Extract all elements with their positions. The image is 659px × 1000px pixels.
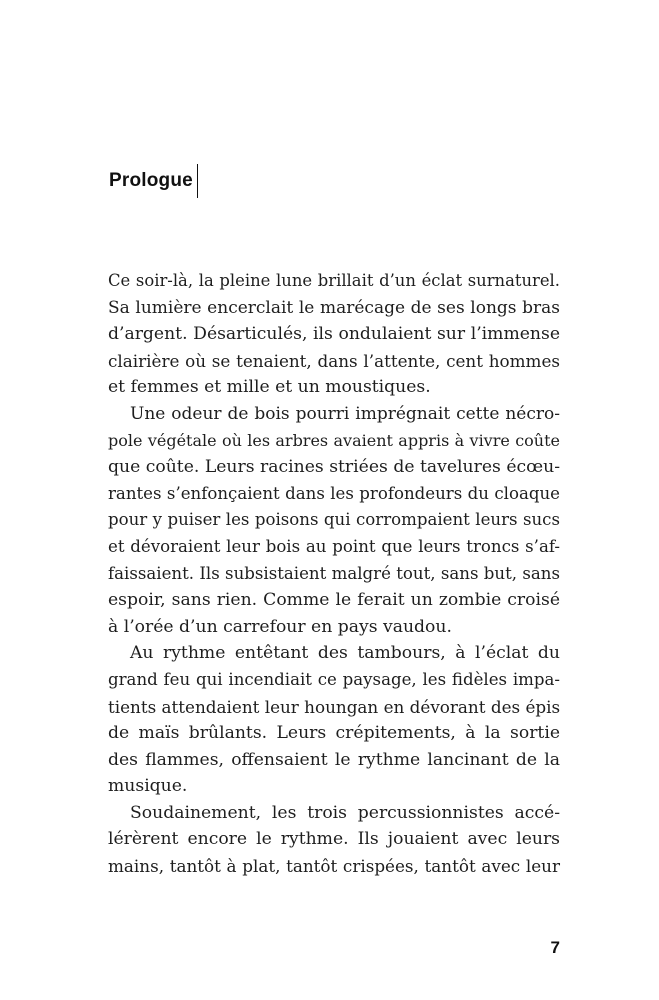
text-line: Sa lumière encerclait le marécage de ses longs bras xyxy=(108,297,560,318)
text-line: mains, tantôt à plat, tantôt crispées, tantôt avec leur xyxy=(108,856,560,877)
text-line: tients attendaient leur houngan en dévorant des épis xyxy=(108,696,561,717)
chapter-title-text: Prologue xyxy=(109,170,193,191)
chapter-title xyxy=(109,164,198,198)
text-line: pole végétale où les arbres avaient appris à vivre coûte xyxy=(108,430,560,450)
text-line: et dévoraient leur bois au point que leurs troncs s’af- xyxy=(108,536,560,556)
text-line: à l’orée d’un carrefour en pays vaudou. xyxy=(108,616,452,637)
text-line: de maïs brûlants. Leurs crépitements, à la sortie xyxy=(108,723,560,744)
text-line: musique. xyxy=(108,776,188,797)
text-line: clairière où se tenaient, dans l’attente, cent hommes xyxy=(108,350,560,371)
text-line: Au rythme entêtant des tambours, à l’éclat du xyxy=(130,643,560,664)
text-line: lérèrent encore le rythme. Ils jouaient avec leurs xyxy=(108,829,560,850)
chapter-title-rule xyxy=(197,164,199,198)
text-line: faissaient. Ils subsistaient malgré tout, sans but, sans xyxy=(108,563,560,583)
text-line: et femmes et mille et un moustiques. xyxy=(108,377,431,398)
text-line: Ce soir-là, la pleine lune brillait d’un éclat surnaturel. xyxy=(108,271,560,290)
text-line: grand feu qui incendiait ce paysage, les fidèles impa- xyxy=(108,669,560,689)
body-text xyxy=(108,268,560,880)
page-number: 7 xyxy=(550,938,560,957)
text-line: des flammes, offensaient le rythme lancinant de la xyxy=(108,749,560,770)
text-line: Une odeur de bois pourri imprégnait cette nécro- xyxy=(130,403,560,424)
text-line: espoir, sans rien. Comme le ferait un zombie croisé xyxy=(108,590,560,611)
text-line: rantes s’enfonçaient dans les profondeurs du cloaque xyxy=(108,483,560,503)
text-line: Soudainement, les trois percussionnistes accé- xyxy=(130,802,560,823)
text-line: d’argent. Désarticulés, ils ondulaient sur l’immense xyxy=(108,324,560,345)
text-line: pour y puiser les poisons qui corrompaient leurs sucs xyxy=(108,510,560,530)
text-line: que coûte. Leurs racines striées de tavelures écœu- xyxy=(108,457,560,478)
